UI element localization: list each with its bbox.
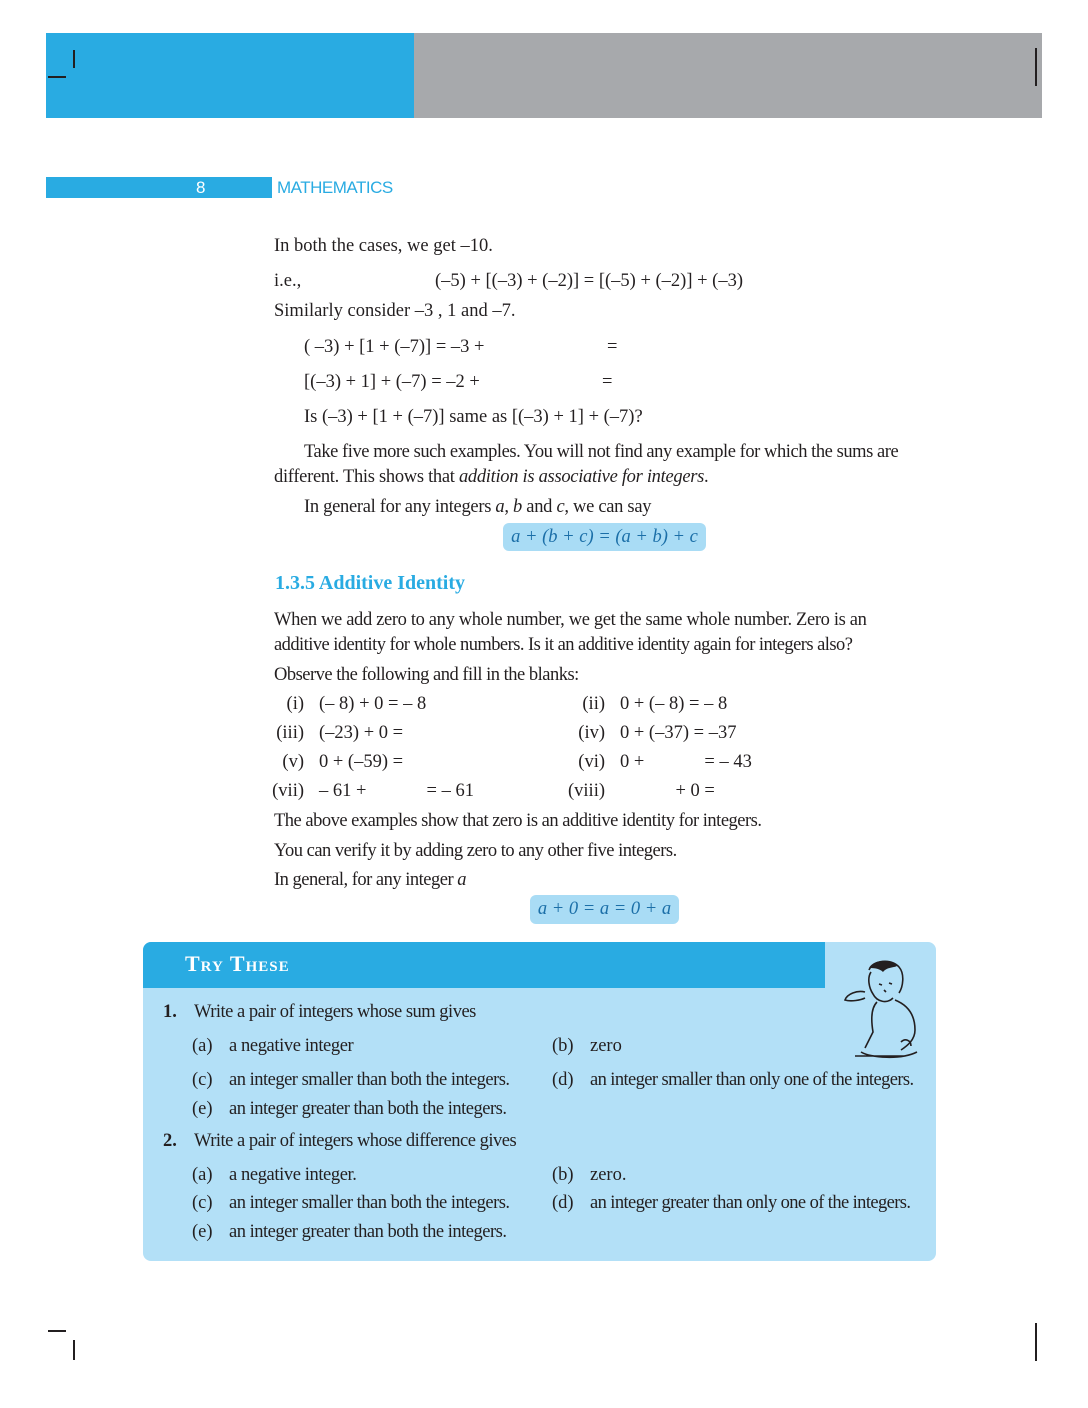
section-heading: 1.3.5 Additive Identity	[275, 572, 466, 594]
item-expr: (– 8) + 0 = – 8	[319, 694, 427, 714]
option-label: (c)	[192, 1193, 213, 1213]
exercise-item	[560, 722, 736, 744]
text-line: Observe the following and fill in the blanks:	[274, 665, 579, 685]
crop-mark	[73, 50, 75, 68]
text-line: Similarly consider –3 , 1 and –7.	[274, 301, 516, 321]
try-these-box	[143, 942, 936, 1261]
text: .	[704, 467, 709, 487]
item-label: (iii)	[276, 723, 304, 743]
item-expr: 0 + (– 8) = – 8	[620, 694, 728, 714]
option-text: a negative integer	[229, 1036, 354, 1056]
var: c	[556, 497, 565, 517]
equation: =	[607, 337, 618, 357]
text-line: additive identity for whole numbers. Is it an additive identity again for integers also?	[274, 635, 853, 655]
equation: =	[602, 372, 613, 392]
crop-mark	[48, 76, 66, 78]
option-label: (c)	[192, 1070, 213, 1090]
option-text: an integer smaller than both the integers.	[229, 1193, 510, 1213]
text-line: In both the cases, we get –10.	[274, 236, 493, 256]
question-text: Write a pair of integers whose sum gives	[194, 1002, 476, 1022]
item-expr: (–23) + 0 =	[319, 723, 404, 743]
equation: ( –3) + [1 + (–7)] = –3 +	[304, 337, 485, 357]
question-number: 1.	[163, 1002, 177, 1022]
equation: (–5) + [(–3) + (–2)] = [(–5) + (–2)] + (–3)	[435, 271, 743, 291]
exercise-item	[560, 693, 727, 715]
text: In general for any integers	[304, 497, 496, 517]
text-line: You can verify it by adding zero to any other five integers.	[274, 841, 677, 861]
item-label: (vi)	[578, 752, 605, 772]
crop-mark	[1035, 48, 1037, 86]
option-text: an integer greater than both the integers.	[229, 1222, 507, 1242]
option-text: an integer smaller than both the integers.	[229, 1070, 510, 1090]
option-label: (b)	[552, 1165, 574, 1185]
option-text: an integer greater than both the integers.	[229, 1099, 507, 1119]
text-line	[274, 466, 708, 488]
crop-mark	[1035, 1323, 1037, 1361]
var: a	[495, 497, 505, 517]
header-blue-band	[46, 33, 414, 118]
text-line: When we add zero to any whole number, we get the same whole number. Zero is an	[274, 610, 867, 630]
header-gray-band	[414, 33, 1042, 118]
text: ,	[504, 497, 514, 517]
item-expr: 0 + (–59) =	[319, 752, 404, 772]
cartoon-girl-icon	[831, 956, 927, 1068]
try-these-header	[143, 942, 825, 988]
crop-mark	[73, 1340, 75, 1360]
item-label: (viii)	[568, 781, 605, 801]
option-label: (e)	[192, 1222, 213, 1242]
option-label: (a)	[192, 1036, 213, 1056]
exercise-item	[260, 722, 403, 744]
crop-mark	[48, 1330, 66, 1332]
exercise-item	[560, 751, 752, 773]
exercise-item	[260, 693, 426, 715]
option-label: (a)	[192, 1165, 213, 1185]
item-label: (v)	[282, 752, 304, 772]
option-label: (b)	[552, 1036, 574, 1056]
text: and	[521, 497, 557, 517]
page-number: 8	[196, 178, 206, 197]
try-these-title: Try These	[185, 951, 290, 976]
text-line	[304, 496, 651, 518]
text-line	[274, 869, 466, 891]
text-line: The above examples show that zero is an additive identity for integers.	[274, 811, 762, 831]
text-line: Is (–3) + [1 + (–7)] same as [(–3) + 1] + (–7)?	[304, 407, 643, 427]
option-label: (d)	[552, 1070, 574, 1090]
running-title: MATHEMATICS	[277, 178, 393, 197]
option-label: (e)	[192, 1099, 213, 1119]
formula-additive-identity: a + 0 = a = 0 + a	[530, 895, 679, 924]
option-text: zero	[590, 1036, 622, 1056]
item-label: (vii)	[272, 781, 304, 801]
option-text: zero.	[590, 1165, 627, 1185]
item-label: (ii)	[582, 694, 605, 714]
equation: [(–3) + 1] + (–7) = –2 +	[304, 372, 480, 392]
exercise-item	[560, 780, 715, 802]
question-number: 2.	[163, 1131, 177, 1151]
option-text: an integer greater than only one of the integers.	[590, 1193, 911, 1213]
option-text: an integer smaller than only one of the integers.	[590, 1070, 914, 1090]
exercise-item	[260, 751, 403, 773]
emphasis: addition is associative for integers	[458, 467, 705, 487]
text: In general, for any integer	[274, 870, 458, 890]
text: , we can say	[564, 497, 652, 517]
option-text: a negative integer.	[229, 1165, 357, 1185]
option-label: (d)	[552, 1193, 574, 1213]
item-expr: + 0 =	[620, 781, 715, 801]
item-label: (iv)	[578, 723, 605, 743]
question-text: Write a pair of integers whose difference gives	[194, 1131, 517, 1151]
text: different. This shows that	[274, 467, 459, 487]
var: b	[513, 497, 522, 517]
item-expr: – 61 + = – 61	[319, 781, 474, 801]
item-expr: 0 + = – 43	[620, 752, 752, 772]
text-line: i.e.,	[274, 271, 302, 291]
item-label: (i)	[286, 694, 304, 714]
exercise-item	[260, 780, 474, 802]
var: a	[457, 870, 466, 890]
text-line: Take five more such examples. You will not find any example for which the sums are	[304, 442, 899, 462]
page-number-bar	[46, 177, 272, 198]
formula-associative: a + (b + c) = (a + b) + c	[503, 523, 706, 551]
item-expr: 0 + (–37) = –37	[620, 723, 737, 743]
